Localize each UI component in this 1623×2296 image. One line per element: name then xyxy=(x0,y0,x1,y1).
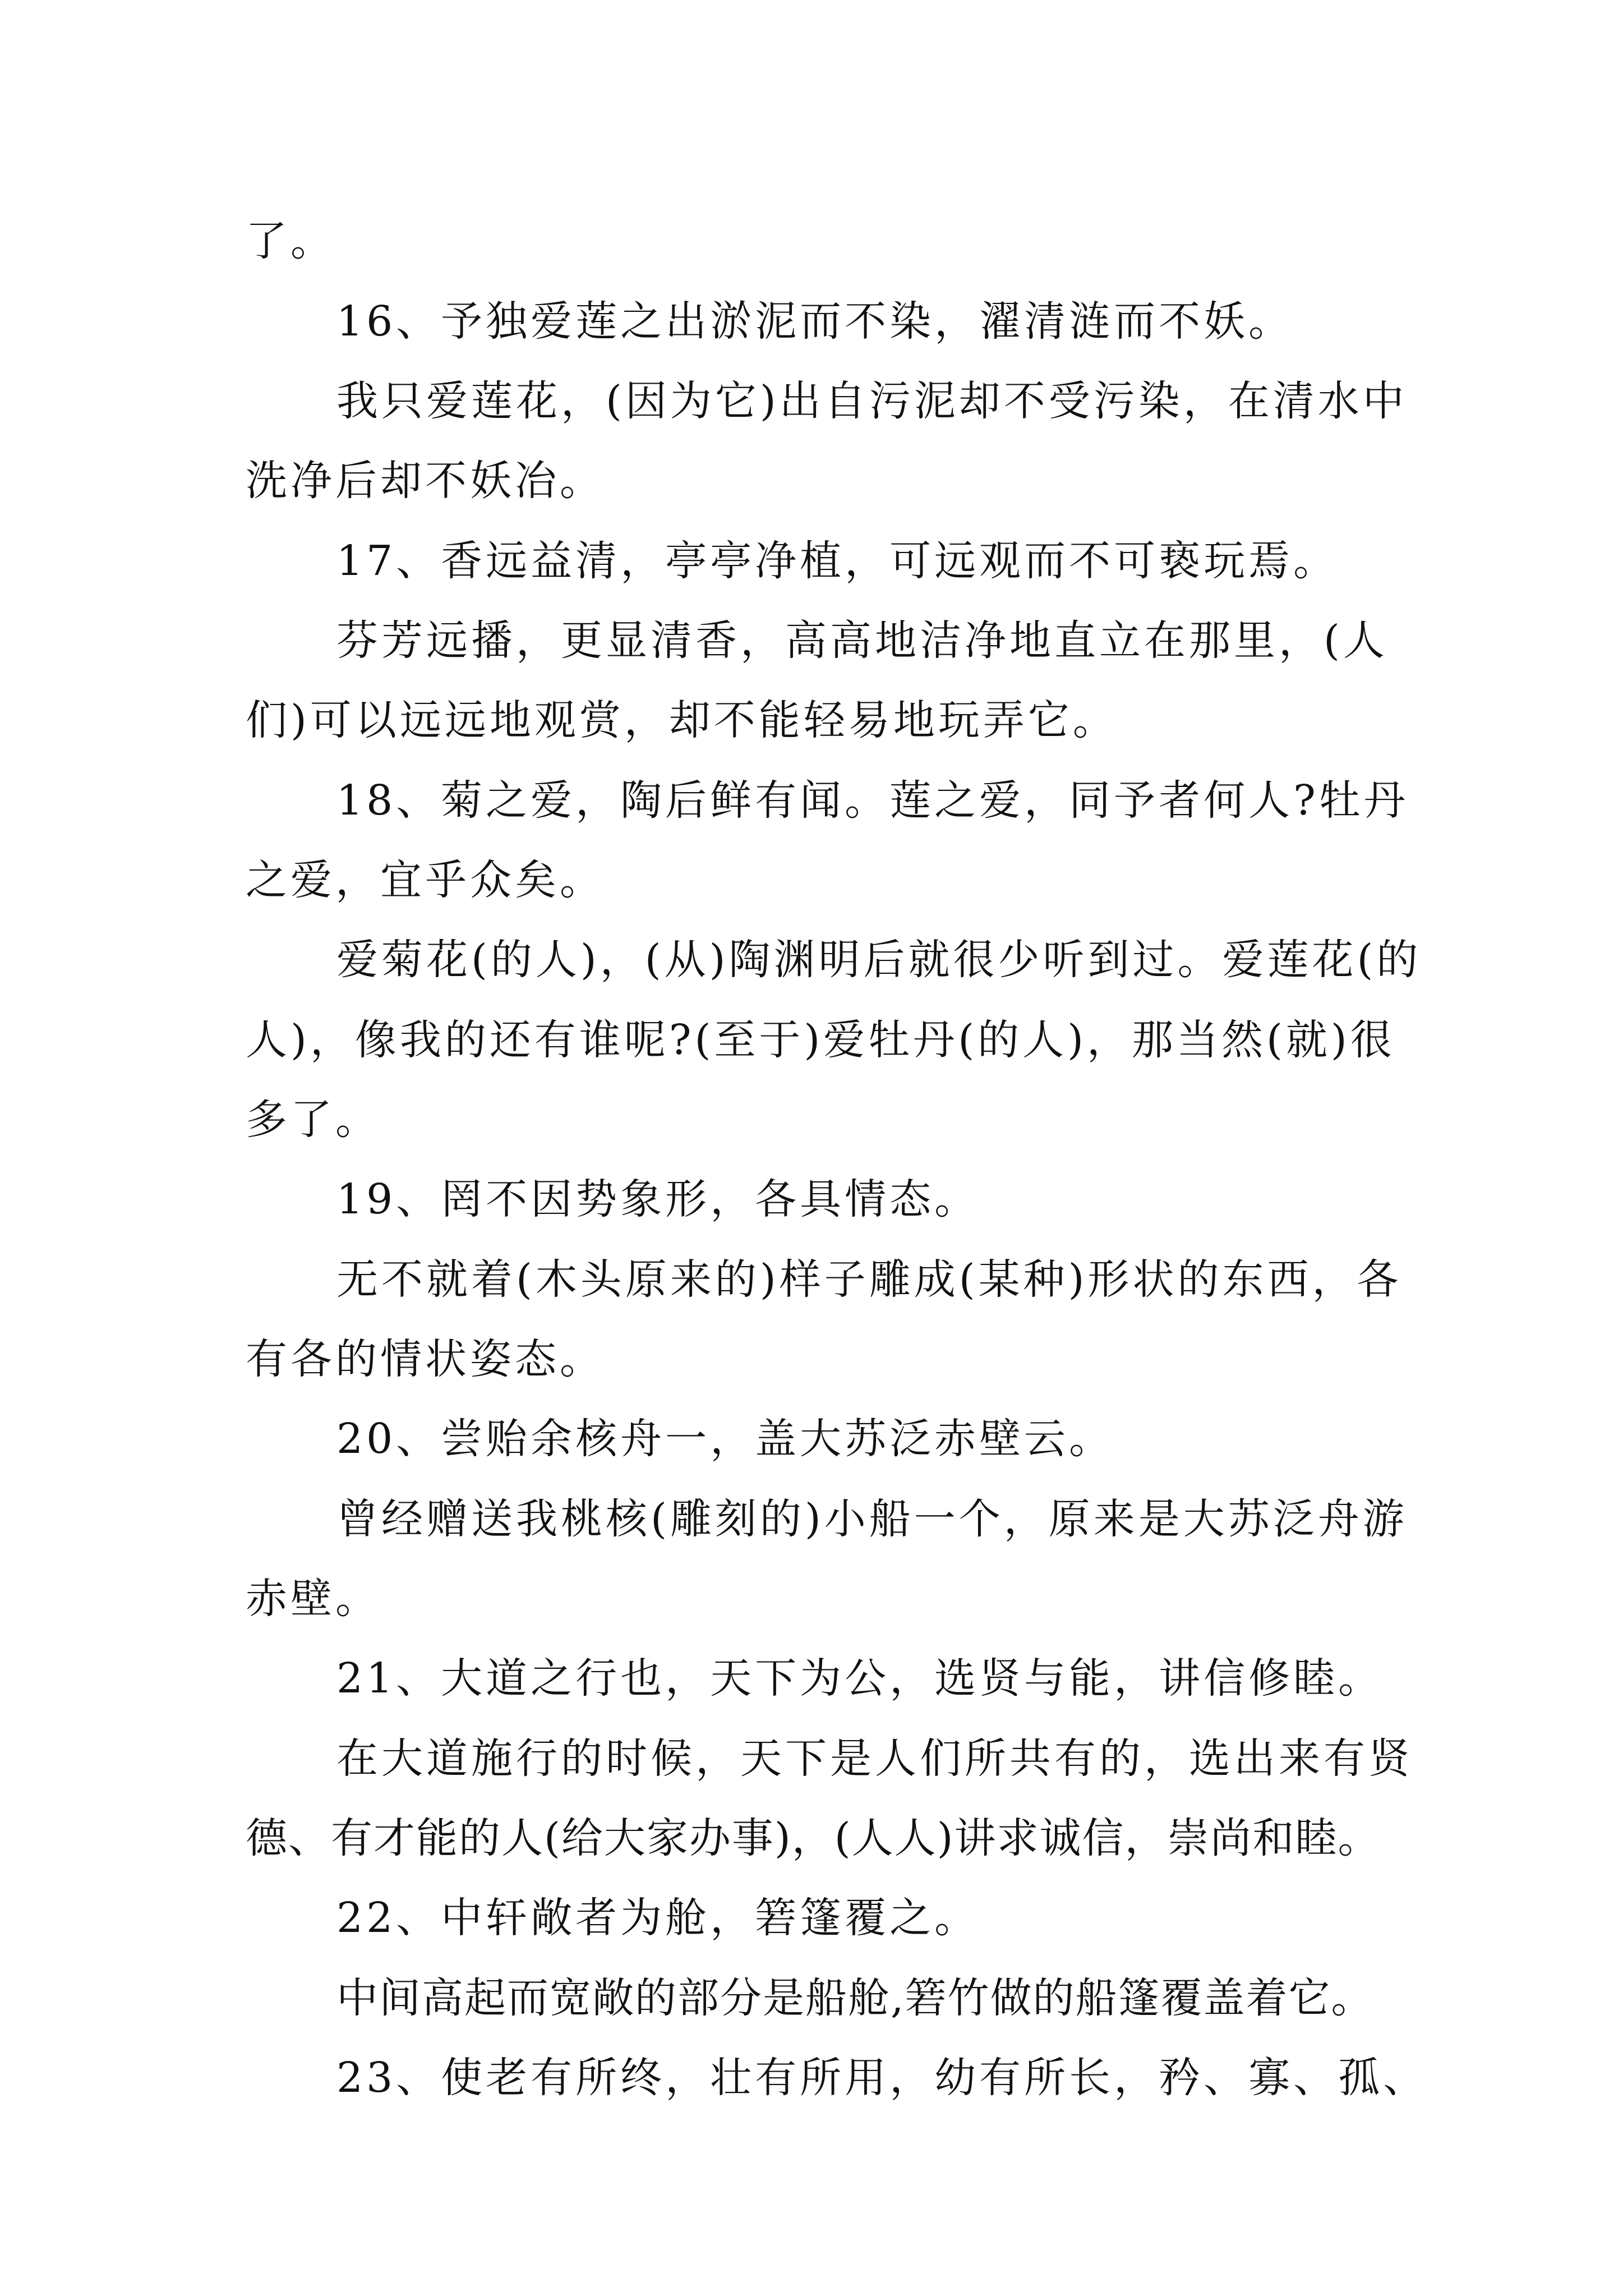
text-line: 中间高起而宽敞的部分是船舱,箬竹做的船篷覆盖着它。 xyxy=(336,1974,1374,2022)
text-line: 之爱，宜乎众矣。 xyxy=(246,856,605,904)
text-line: 19、罔不因势象形，各具情态。 xyxy=(336,1175,980,1223)
text-line: 无不就着(木头原来的)样子雕成(某种)形状的东西，各 xyxy=(336,1255,1402,1304)
text-line: 人)，像我的还有谁呢?(至于)爱牡丹(的人)，那当然(就)很 xyxy=(246,1016,1395,1064)
text-line: 我只爱莲花，(因为它)出自污泥却不受污染，在清水中 xyxy=(336,377,1408,425)
text-line: 们)可以远远地观赏，却不能轻易地玩弄它。 xyxy=(246,696,1118,744)
text-line: 有各的情状姿态。 xyxy=(246,1335,605,1383)
text-line: 23、使老有所终，壮有所用，幼有所长，矜、寡、孤、 xyxy=(336,2054,1428,2102)
text-line: 曾经赠送我桃核(雕刻的)小船一个，原来是大苏泛舟游 xyxy=(336,1495,1408,1543)
text-line: 多了。 xyxy=(246,1096,380,1144)
text-line: 21、大道之行也，天下为公，选贤与能，讲信修睦。 xyxy=(336,1654,1384,1703)
text-line: 芬芳远播，更显清香，高高地洁净地直立在那里，(人 xyxy=(336,616,1388,665)
text-line: 德、有才能的人(给大家办事)，(人人)讲求诚信，崇尚和睦。 xyxy=(246,1814,1381,1862)
text-line: 在大道施行的时候，天下是人们所共有的，选出来有贤 xyxy=(336,1734,1413,1783)
text-line: 18、菊之爱，陶后鲜有闻。莲之爱，同予者何人?牡丹 xyxy=(336,776,1409,825)
text-line: 22、中轩敞者为舱，箬篷覆之。 xyxy=(336,1894,980,1942)
text-line: 了。 xyxy=(246,217,335,265)
text-line: 16、予独爱莲之出淤泥而不染，濯清涟而不妖。 xyxy=(336,297,1294,346)
text-line: 爱菊花(的人)，(从)陶渊明后就很少听到过。爱莲花(的 xyxy=(336,936,1422,984)
text-line: 17、香远益清，亭亭净植，可远观而不可亵玩焉。 xyxy=(336,537,1339,585)
text-line: 洗净后却不妖冶。 xyxy=(246,457,605,505)
text-line: 赤壁。 xyxy=(246,1575,380,1623)
text-line: 20、尝贻余核舟一，盖大苏泛赤壁云。 xyxy=(336,1415,1114,1463)
